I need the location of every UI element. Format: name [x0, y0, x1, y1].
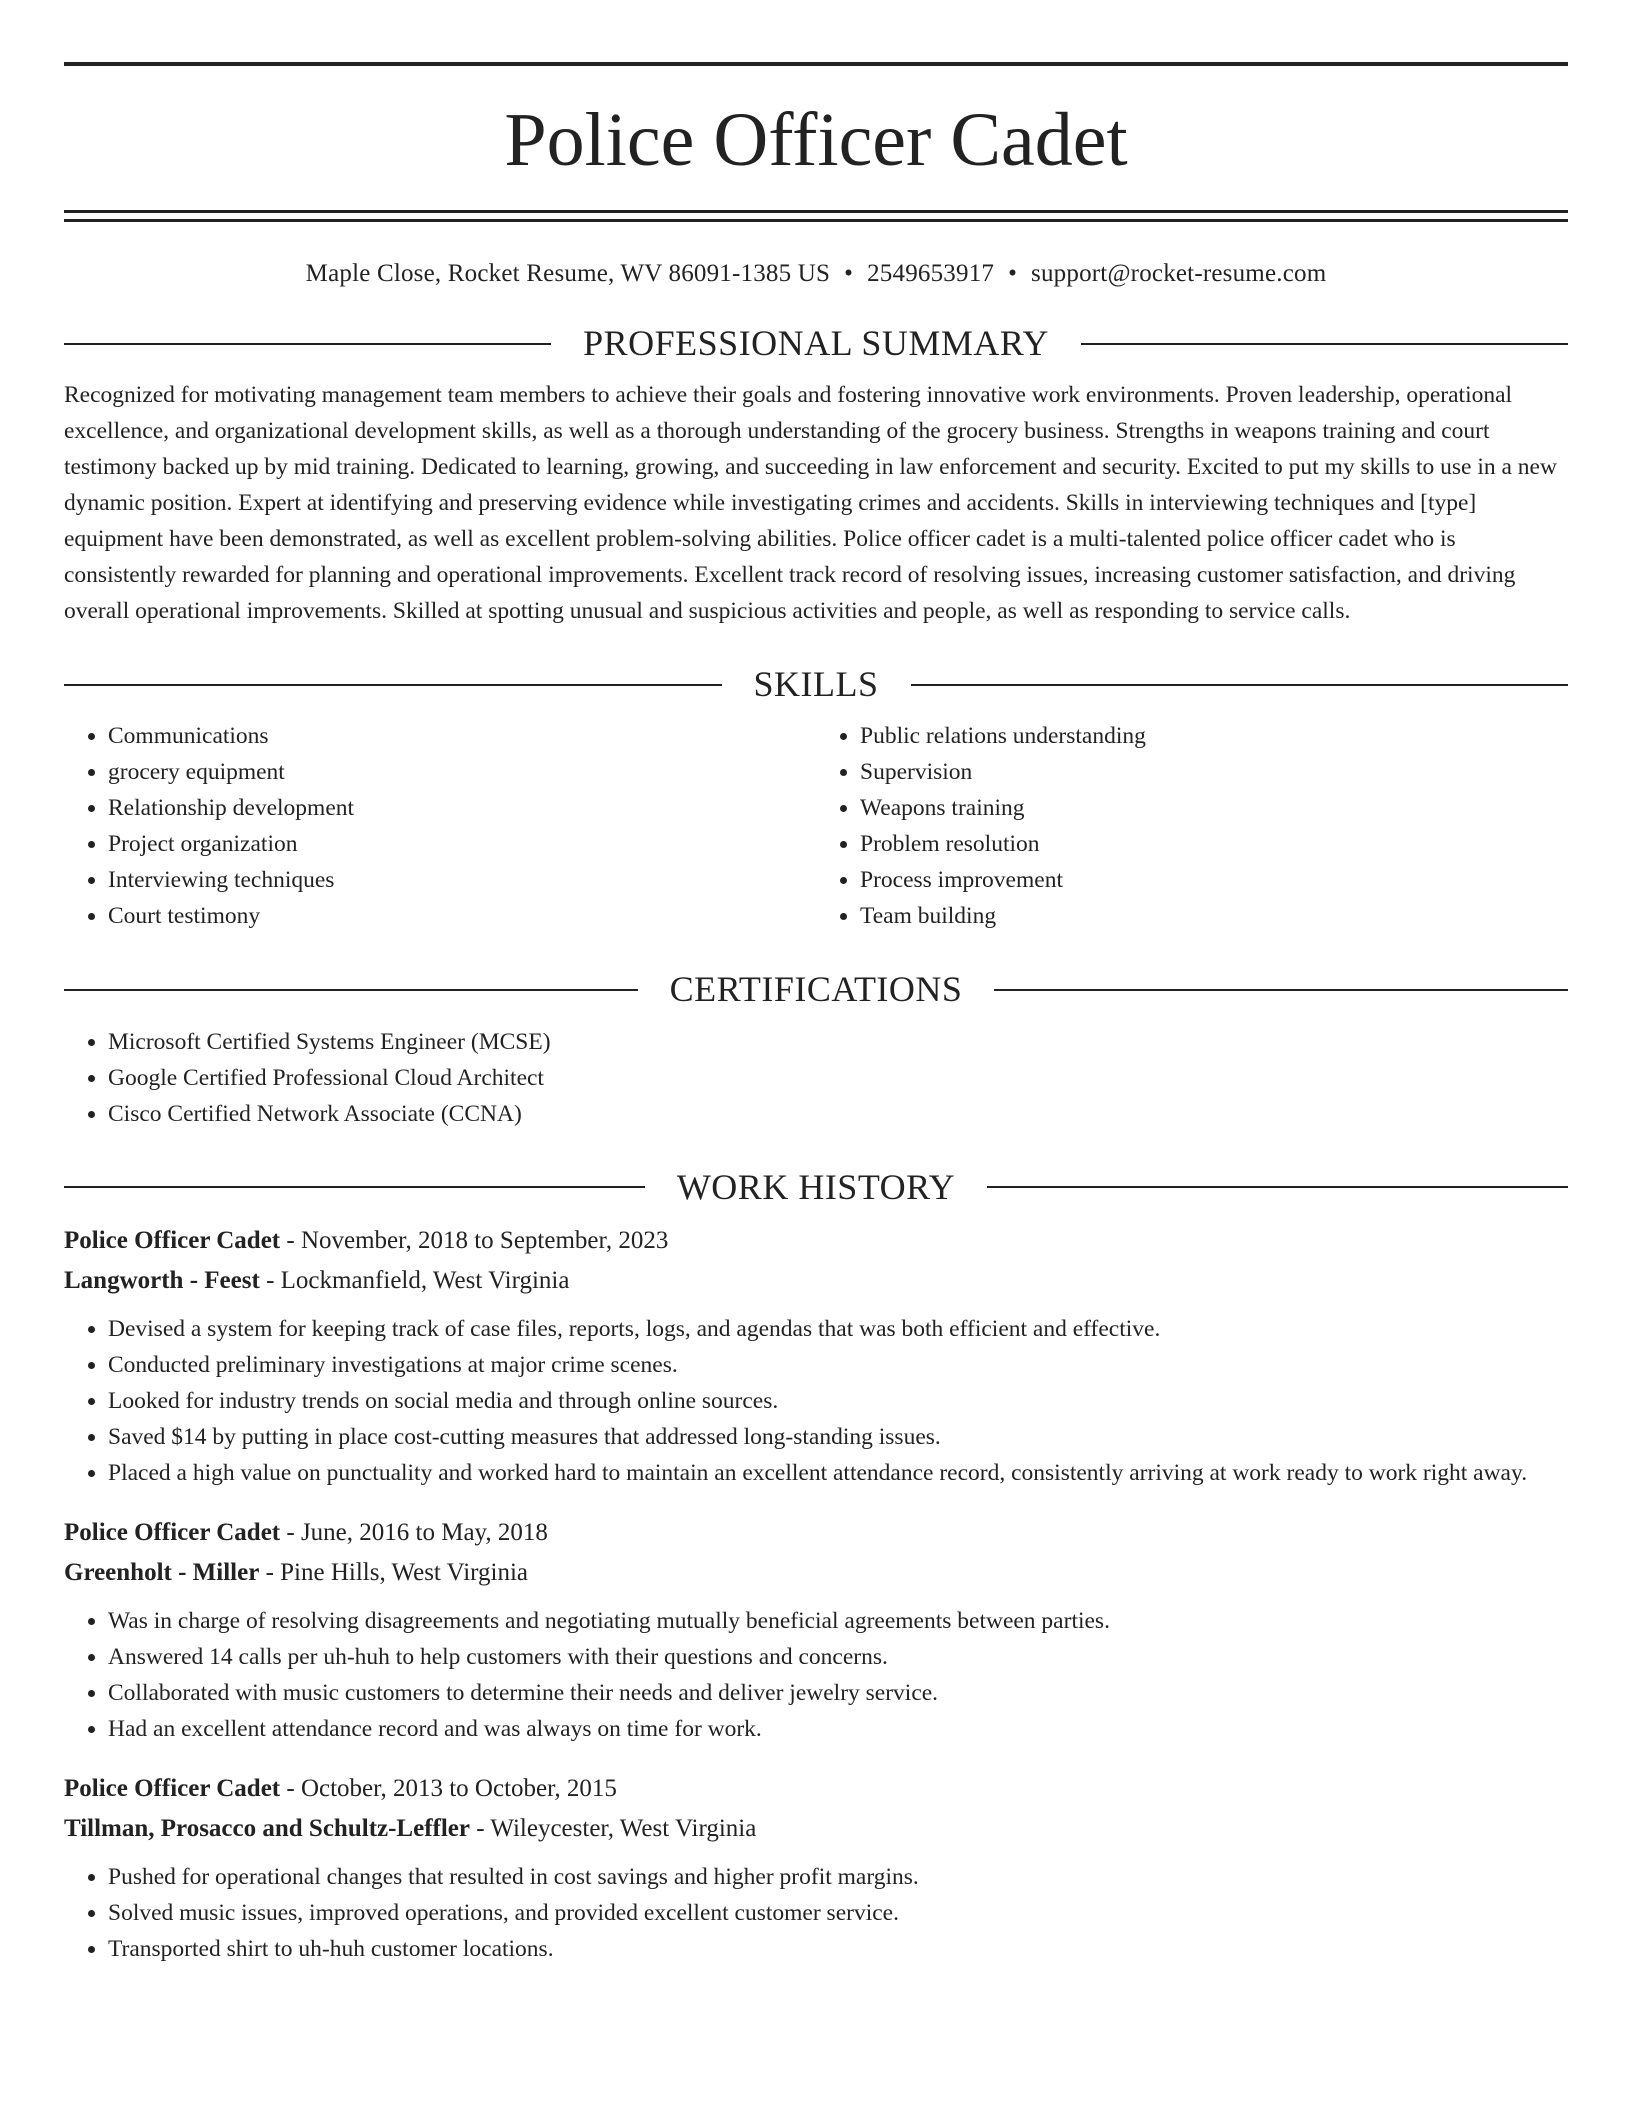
- job-company-line: [64, 1809, 1568, 1849]
- job-bullet: • Had an excellent attendance record and was always on time for work.: [108, 1711, 1568, 1747]
- section-heading-work-history: [64, 1166, 1568, 1209]
- skills-list-left: [64, 718, 816, 934]
- skill-item: • Project organization: [108, 826, 816, 862]
- heading-rule-right: [994, 989, 1568, 991]
- job-title: Police Officer Cadet: [64, 1226, 281, 1254]
- header-double-rule: [64, 210, 1568, 222]
- heading-rule-left: [64, 684, 722, 686]
- heading-rule-left: [64, 1186, 645, 1188]
- section-heading-certifications: [64, 968, 1568, 1011]
- certifications-list: [64, 1024, 1568, 1132]
- job-company: Langworth - Feest: [64, 1266, 260, 1294]
- heading-rule-right: [911, 684, 1569, 686]
- job-company-line: [64, 1261, 1568, 1301]
- skill-item: • Supervision: [860, 754, 1568, 790]
- job-title-line: [64, 1513, 1568, 1553]
- job-location: - Wileycester, West Virginia: [470, 1814, 757, 1842]
- certification-item: • Microsoft Certified Systems Engineer (MCSE): [108, 1024, 1568, 1060]
- skill-item: • Court testimony: [108, 898, 816, 934]
- skill-item: • Relationship development: [108, 790, 816, 826]
- skills-list-right: [816, 718, 1568, 934]
- job-bullet: • Placed a high value on punctuality and worked hard to maintain an excellent attendance record, consistently arriving at work ready to work right away.: [108, 1455, 1568, 1491]
- job-bullet: • Was in charge of resolving disagreements and negotiating mutually beneficial agreements between parties.: [108, 1603, 1568, 1639]
- section-title: CERTIFICATIONS: [669, 969, 963, 1010]
- section-heading-skills: [64, 663, 1568, 706]
- job-bullet: • Devised a system for keeping track of case files, reports, logs, and agendas that was both efficient and effective.: [108, 1311, 1568, 1347]
- job-title: Police Officer Cadet: [64, 1774, 281, 1802]
- job-bullets: [64, 1859, 1568, 1967]
- job-company: Tillman, Prosacco and Schultz-Leffler: [64, 1814, 470, 1842]
- contact-email: support@rocket-resume.com: [1031, 260, 1327, 287]
- skill-item: • Weapons training: [860, 790, 1568, 826]
- job-title: Police Officer Cadet: [64, 1518, 281, 1546]
- certification-item: • Cisco Certified Network Associate (CCNA): [108, 1096, 1568, 1132]
- job-bullets: [64, 1311, 1568, 1491]
- job-bullet: • Answered 14 calls per uh-huh to help customers with their questions and concerns.: [108, 1639, 1568, 1675]
- job-title-line: [64, 1221, 1568, 1261]
- section-title: PROFESSIONAL SUMMARY: [583, 323, 1049, 363]
- skills-column-right: [816, 718, 1568, 934]
- job-company-line: [64, 1553, 1568, 1593]
- job-location: - Lockmanfield, West Virginia: [259, 1266, 570, 1294]
- job-bullet: • Pushed for operational changes that resulted in cost savings and higher profit margins.: [108, 1859, 1568, 1895]
- job-company: Greenholt - Miller: [64, 1558, 260, 1586]
- job-bullet: • Transported shirt to uh-huh customer locations.: [108, 1931, 1568, 1967]
- contact-separator: •: [1008, 260, 1018, 287]
- header-top-rule: [64, 62, 1568, 66]
- job-bullets: [64, 1603, 1568, 1747]
- job-bullet: • Saved $14 by putting in place cost-cutting measures that addressed long-standing issues.: [108, 1419, 1568, 1455]
- job-dates: - October, 2013 to October, 2015: [280, 1774, 617, 1802]
- skill-item: • Communications: [108, 718, 816, 754]
- job-bullet: • Solved music issues, improved operations, and provided excellent customer service.: [108, 1895, 1568, 1931]
- section-title: SKILLS: [753, 664, 879, 705]
- summary-text: Recognized for motivating management team members to achieve their goals and fostering innovative work environments. Proven leadership, operational excellence, and organizational development skills, as well as a thorough understanding of the grocery business. Strengths in weapons training and court testimony backed up by mid training. Dedicated to learning, growing, and succeeding in law enforcement and security. Excited to put my skills to use in a new dynamic position. Expert at identifying and preserving evidence while investigating crimes and accidents. Skills in interviewing techniques and [type] equipment have been demonstrated, as well as excellent problem-solving abilities. Police officer cadet is a multi-talented police officer cadet who is consistently rewarded for planning and operational improvements. Excellent track record of resolving issues, increasing customer satisfaction, and driving overall operational improvements. Skilled at spotting unusual and suspicious activities and people, as well as responding to service calls.: [64, 382, 1557, 625]
- skill-item: • Problem resolution: [860, 826, 1568, 862]
- job-dates: - June, 2016 to May, 2018: [280, 1518, 548, 1546]
- heading-rule-left: [64, 343, 551, 345]
- contact-phone: 2549653917: [867, 260, 995, 287]
- job-bullet: • Looked for industry trends on social media and through online sources.: [108, 1383, 1568, 1419]
- job-entry: [64, 1221, 1568, 1491]
- heading-rule-right: [987, 1186, 1568, 1188]
- contact-line: [64, 260, 1568, 288]
- section-title: WORK HISTORY: [676, 1166, 956, 1207]
- job-entry: [64, 1513, 1568, 1747]
- skills-column-left: [64, 718, 816, 934]
- skills-grid: [64, 718, 1568, 934]
- section-heading-summary: [64, 322, 1568, 365]
- contact-address: Maple Close, Rocket Resume, WV 86091-1385 US: [305, 260, 831, 287]
- job-bullet: • Collaborated with music customers to determine their needs and deliver jewelry service.: [108, 1675, 1568, 1711]
- skill-item: • Interviewing techniques: [108, 862, 816, 898]
- skill-item: • Public relations understanding: [860, 718, 1568, 754]
- resume-name: Police Officer Cadet: [504, 98, 1128, 182]
- skill-item: • Process improvement: [860, 862, 1568, 898]
- skill-item: • Team building: [860, 898, 1568, 934]
- contact-separator: •: [844, 260, 854, 287]
- heading-rule-left: [64, 989, 638, 991]
- certification-item: • Google Certified Professional Cloud Architect: [108, 1060, 1568, 1096]
- skill-item: • grocery equipment: [108, 754, 816, 790]
- job-dates: - November, 2018 to September, 2023: [280, 1226, 669, 1254]
- job-bullet: • Conducted preliminary investigations at major crime scenes.: [108, 1347, 1568, 1383]
- job-entry: [64, 1769, 1568, 1967]
- job-title-line: [64, 1769, 1568, 1809]
- job-location: - Pine Hills, West Virginia: [259, 1558, 529, 1586]
- heading-rule-right: [1081, 343, 1568, 345]
